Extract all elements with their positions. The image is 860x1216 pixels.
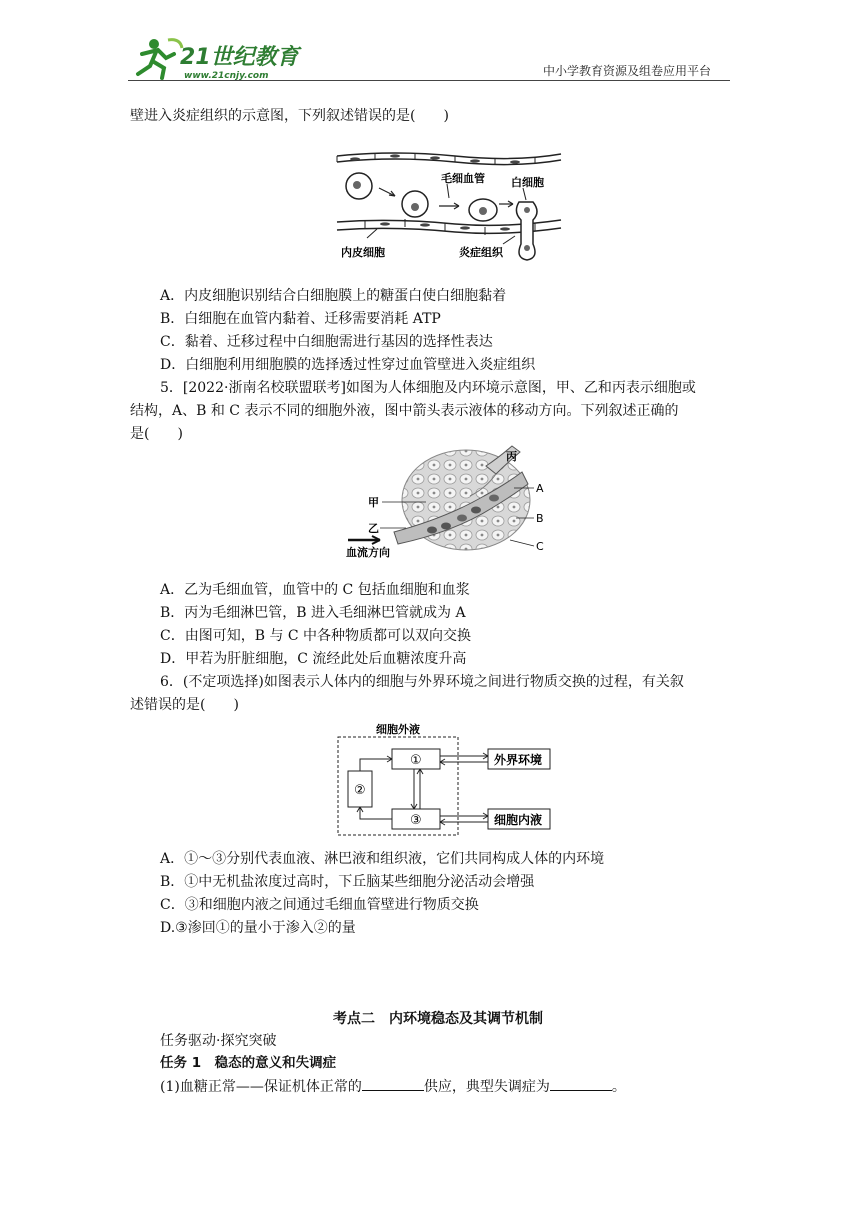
label-yi: 乙 (368, 522, 379, 535)
q5-option-b: B．丙为毛细淋巴管，B 进入毛细淋巴管就成为 A (160, 605, 466, 621)
q6-option-a: A．①～③分别代表血液、淋巴液和组织液，它们共同构成人体的内环境 (160, 851, 605, 867)
answer-blank-1[interactable] (362, 1076, 424, 1091)
label-wbc: 白细胞 (511, 176, 544, 189)
q4-stem: 壁进入炎症组织的示意图，下列叙述错误的是( ) (130, 108, 449, 124)
label-endothelial: 内皮细胞 (341, 246, 385, 259)
q4-option-c: C．黏着、迁移过程中白细胞需进行基因的选择性表达 (160, 334, 493, 350)
section-title: 考点二 内环境稳态及其调节机制 (333, 1011, 543, 1027)
figure-leukocyte-migration (335, 148, 567, 266)
label-bing: 丙 (506, 450, 517, 463)
q5-option-c: C．由图可知，B 与 C 中各种物质都可以双向交换 (160, 628, 472, 644)
q6-option-b: B．①中无机盐浓度过高时，下丘脑某些细胞分泌活动会增强 (160, 874, 535, 890)
runner-logo-icon (138, 39, 182, 78)
q5-stem-line1: 5．[2022·浙南名校联盟联考]如图为人体细胞及内环境示意图，甲、乙和丙表示细胞或 (160, 380, 696, 396)
q4-option-b: B．白细胞在血管内黏着、迁移需要消耗 ATP (160, 311, 441, 327)
item1-part-b: 供应，典型失调症为 (423, 1079, 550, 1095)
figure-exchange-diagram (334, 719, 556, 839)
q4-option-d: D．白细胞利用细胞膜的选择透过性穿过血管壁进入炎症组织 (160, 357, 536, 373)
box-1: ① (410, 753, 422, 768)
q6-stem-line2: 述错误的是( ) (130, 697, 239, 713)
logo-text: 21世纪教育 (180, 45, 299, 70)
q4-option-a: A．内皮细胞识别结合白细胞膜上的糖蛋白使白细胞黏着 (160, 288, 507, 304)
box-outer: 外界环境 (494, 753, 543, 767)
q6-option-c: C．③和细胞内液之间通过毛细血管壁进行物质交换 (160, 897, 479, 913)
logo-url: www.21cnjy.com (184, 71, 269, 81)
item1-part-c: 。 (611, 1079, 626, 1095)
label-capillary: 毛细血管 (441, 172, 485, 185)
item1-part-a: (1)血糖正常——保证机体正常的 (160, 1079, 362, 1095)
box-3: ③ (410, 813, 422, 828)
q5-stem-line3: 是( ) (130, 426, 183, 442)
header-divider (128, 80, 730, 81)
q6-option-d: D.③渗回①的量小于渗入②的量 (160, 920, 356, 936)
label-jia: 甲 (368, 496, 379, 509)
task-title: 任务 1 稳态的意义和失调症 (160, 1055, 337, 1071)
q5-stem-line2: 结构，A、B 和 C 表示不同的细胞外液，图中箭头表示液体的移动方向。下列叙述正确的 (130, 403, 679, 419)
label-c: C (536, 540, 544, 553)
header-logo (128, 34, 318, 82)
label-b: B (536, 512, 544, 525)
label-a: A (536, 482, 544, 495)
answer-blank-2[interactable] (550, 1076, 612, 1091)
figure-internal-environment (346, 444, 550, 562)
header-platform-text: 中小学教育资源及组卷应用平台 (543, 64, 712, 78)
task-item-1 (160, 1076, 626, 1097)
q6-stem-line1: 6．(不定项选择)如图表示人体内的细胞与外界环境之间进行物质交换的过程，有关叙 (160, 674, 684, 690)
box-intra: 细胞内液 (494, 813, 543, 827)
section-subtitle: 任务驱动·探究突破 (160, 1033, 277, 1049)
q5-option-d: D．甲若为肝脏细胞，C 流经此处后血糖浓度升高 (160, 651, 467, 667)
q5-option-a: A．乙为毛细血管，血管中的 C 包括血细胞和血浆 (160, 582, 470, 598)
box-2: ② (354, 783, 366, 798)
label-inflamed: 炎症组织 (459, 246, 503, 259)
label-ecf: 细胞外液 (376, 723, 420, 736)
label-flow: 血流方向 (346, 546, 390, 559)
